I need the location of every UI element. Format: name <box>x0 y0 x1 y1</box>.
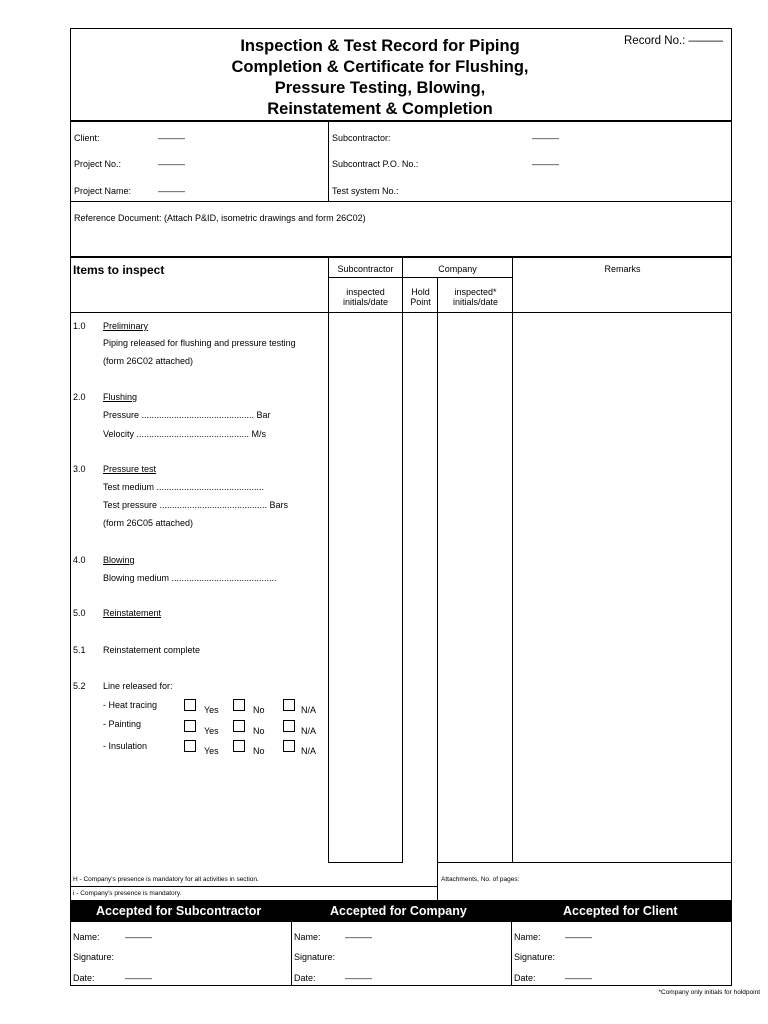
title-line-4: Reinstatement & Completion <box>267 100 493 118</box>
item-text-form-26c02: (form 26C02 attached) <box>103 356 194 366</box>
subcontractor-label: Subcontractor: <box>332 133 391 143</box>
painting-yes-label: Yes <box>204 726 219 736</box>
item-number-5-2: 5.2 <box>73 681 86 691</box>
hold-point-line1: Hold <box>411 287 430 297</box>
item-heading-preliminary: Preliminary <box>103 321 149 331</box>
sub-name-value: ——— <box>125 932 152 942</box>
title-line-1: Inspection & Test Record for Piping <box>240 37 520 55</box>
sub-signature-label: Signature: <box>73 952 115 962</box>
painting-na-label: N/A <box>301 726 317 736</box>
project-name-value: ——— <box>158 186 185 196</box>
painting-na-checkbox[interactable] <box>283 720 295 732</box>
project-no-label: Project No.: <box>74 159 122 169</box>
sub-inspected-label <box>329 287 402 307</box>
item-heading-pressure-test: Pressure test <box>103 464 157 474</box>
heat-tracing-yes-checkbox[interactable] <box>184 699 196 711</box>
item-number-5-1: 5.1 <box>73 645 86 655</box>
heat-tracing-label: - Heat tracing <box>103 700 158 710</box>
note-h-mandatory: H - Company's presence is mandatory for all activities in section. <box>73 876 259 883</box>
painting-no-checkbox[interactable] <box>233 720 245 732</box>
heat-tracing-na-checkbox[interactable] <box>283 699 295 711</box>
hold-point-label <box>403 287 438 307</box>
record-number: Record No.: ——— <box>624 35 724 47</box>
item-heading-flushing: Flushing <box>103 392 138 402</box>
item-text-piping-released: Piping released for flushing and pressure testing <box>103 338 296 348</box>
title-divider <box>70 120 732 122</box>
item-text-pressure: Pressure ............................................. Bar <box>103 410 271 420</box>
item-heading-blowing: Blowing <box>103 555 135 565</box>
item-text-test-pressure: Test pressure ........................................... Bars <box>103 500 289 510</box>
company-date-value: ——— <box>345 973 372 983</box>
heat-tracing-no-label: No <box>253 705 265 715</box>
columns-bottom-line-right <box>437 862 732 863</box>
item-number-3: 3.0 <box>73 464 86 474</box>
accepted-subcontractor-heading: Accepted for Subcontractor <box>96 900 261 922</box>
company-name-label: Name: <box>294 932 321 942</box>
item-text-line-released: Line released for: <box>103 681 173 691</box>
heat-tracing-yes-label: Yes <box>204 705 219 715</box>
subcontractor-value: ——— <box>532 133 559 143</box>
insulation-no-checkbox[interactable] <box>233 740 245 752</box>
col-line-subcontractor <box>328 257 329 863</box>
client-value: ——— <box>158 133 185 143</box>
items-to-inspect-heading: Items to inspect <box>73 263 165 277</box>
heat-tracing-no-checkbox[interactable] <box>233 699 245 711</box>
insulation-yes-checkbox[interactable] <box>184 740 196 752</box>
columns-bottom-line <box>328 862 403 863</box>
hold-point-line2: Point <box>410 297 431 307</box>
item-text-test-medium: Test medium ........................................... <box>103 482 265 492</box>
item-text-reinstatement-complete: Reinstatement complete <box>103 645 201 655</box>
project-no-value: ——— <box>158 159 185 169</box>
client-label: Client: <box>74 133 100 143</box>
painting-no-label: No <box>253 726 265 736</box>
company-inspected-line2: initials/date <box>452 297 499 307</box>
sign-col-line-2 <box>511 922 512 986</box>
test-system-label: Test system No.: <box>332 186 399 196</box>
subcontract-po-label: Subcontract P.O. No.: <box>332 159 419 169</box>
item-number-1: 1.0 <box>73 321 86 331</box>
painting-yes-checkbox[interactable] <box>184 720 196 732</box>
notes-divider <box>70 886 438 887</box>
info-bottom-line <box>70 201 732 202</box>
item-number-4: 4.0 <box>73 555 86 565</box>
header-mid-line <box>328 277 513 278</box>
note-i-mandatory: i - Company's presence is mandatory. <box>73 890 182 897</box>
company-date-label: Date: <box>294 973 316 983</box>
sub-date-value: ——— <box>125 973 152 983</box>
accepted-client-heading: Accepted for Client <box>563 900 678 922</box>
item-number-2: 2.0 <box>73 392 86 402</box>
col-line-company-right <box>512 257 513 863</box>
company-inspected-line1: inspected* <box>454 287 497 297</box>
client-name-value: ——— <box>565 932 592 942</box>
client-date-label: Date: <box>514 973 536 983</box>
heat-tracing-na-label: N/A <box>301 705 317 715</box>
company-inspected-label <box>438 287 513 307</box>
company-column-heading: Company <box>438 264 477 274</box>
project-name-label: Project Name: <box>74 186 132 196</box>
sub-date-label: Date: <box>73 973 95 983</box>
item-heading-reinstatement: Reinstatement <box>103 608 162 618</box>
insulation-no-label: No <box>253 746 265 756</box>
company-signature-label: Signature: <box>294 952 336 962</box>
title-line-2: Completion & Certificate for Flushing, <box>231 58 529 76</box>
remarks-column-heading: Remarks <box>604 264 641 274</box>
company-name-value: ——— <box>345 932 372 942</box>
item-text-form-26c05: (form 26C05 attached) <box>103 518 194 528</box>
attachments-pages: Attachments, No. of pages: <box>441 876 520 883</box>
info-divider <box>328 121 329 201</box>
sub-name-label: Name: <box>73 932 100 942</box>
col-line-sub-right <box>402 257 403 863</box>
item-text-velocity: Velocity ............................................. M/s <box>103 429 267 439</box>
sub-inspected-line2: initials/date <box>342 297 389 307</box>
header-bottom-line <box>70 312 732 313</box>
title-line-3: Pressure Testing, Blowing, <box>274 79 486 97</box>
sign-col-line-1 <box>291 922 292 986</box>
form-title <box>180 36 580 120</box>
company-initials-note: *Company only initials for holdpoint <box>658 989 760 996</box>
insulation-na-label: N/A <box>301 746 317 756</box>
insulation-na-checkbox[interactable] <box>283 740 295 752</box>
item-text-blowing-medium: Blowing medium .......................................... <box>103 573 277 583</box>
reference-document: Reference Document: (Attach P&ID, isometric drawings and form 26C02) <box>74 213 366 223</box>
col-line-hold-right <box>437 277 438 900</box>
client-date-value: ——— <box>565 973 592 983</box>
item-number-5: 5.0 <box>73 608 86 618</box>
insulation-label: - Insulation <box>103 741 148 751</box>
client-signature-label: Signature: <box>514 952 556 962</box>
subcontract-po-value: ——— <box>532 159 559 169</box>
table-top-line <box>70 256 732 258</box>
subcontractor-column-heading: Subcontractor <box>337 264 394 274</box>
painting-label: - Painting <box>103 719 142 729</box>
client-name-label: Name: <box>514 932 541 942</box>
sub-inspected-line1: inspected <box>346 287 385 297</box>
accepted-company-heading: Accepted for Company <box>330 900 467 922</box>
insulation-yes-label: Yes <box>204 746 219 756</box>
